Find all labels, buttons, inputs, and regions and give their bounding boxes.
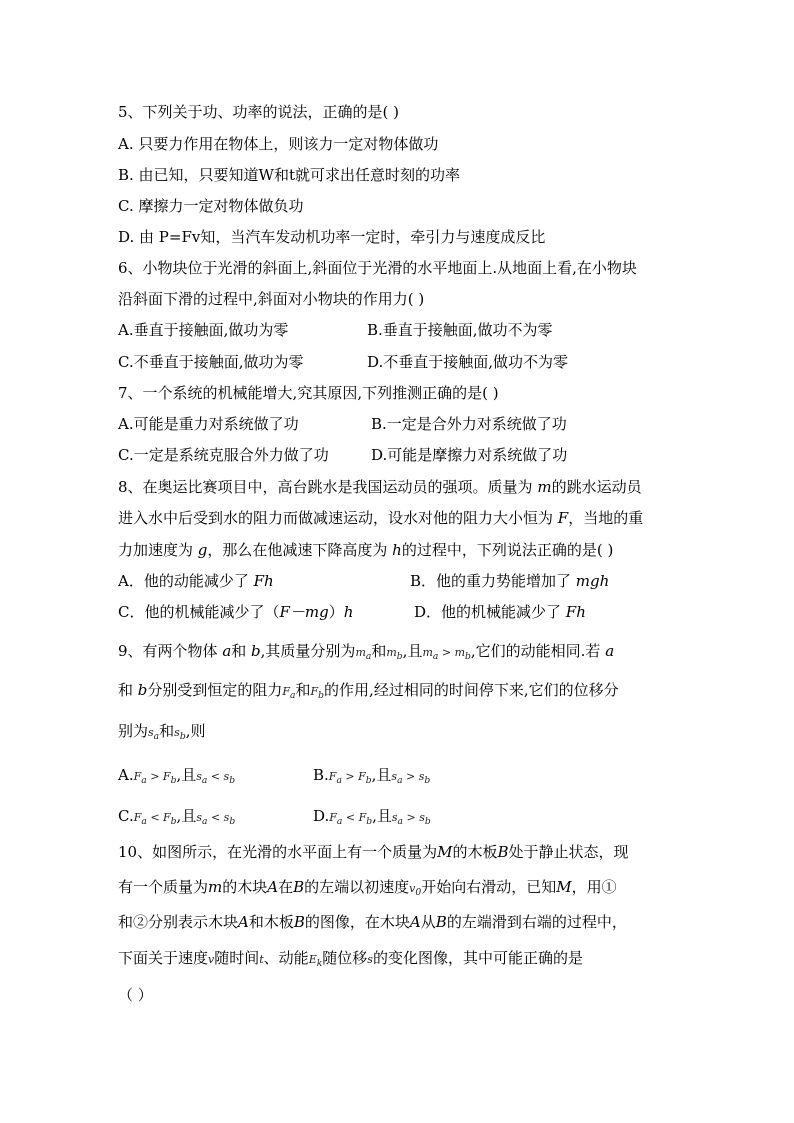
q9-optA5s: b	[229, 775, 236, 787]
q9-mb-base: m	[386, 646, 397, 659]
q10-var-B: B	[293, 913, 305, 931]
q9-sb-base: s	[174, 726, 180, 739]
q10-v0	[409, 882, 422, 899]
q9-optA2: > F	[146, 770, 171, 783]
q6-stem-line2: 沿斜面下滑的过程中,斜面对小物块的作用力( )	[118, 290, 425, 308]
q9-optB5: > s	[402, 770, 425, 783]
q10-text: 下面关于速度	[118, 949, 209, 967]
q8-text: 进入水中后受到水的阻力而做减速运动，设水对他的阻力大小恒为	[118, 509, 558, 527]
q10-var-B: B	[293, 878, 305, 896]
q10-text: 从	[420, 913, 436, 931]
q9-optB1s: a	[336, 775, 342, 787]
q7-option-a: A.可能是重力对系统做了功	[118, 415, 299, 433]
q9-option-a-label: A.	[118, 766, 134, 784]
q5-option-d: D. 由 P=Fv知，当汽车发动机功率一定时，牵引力与速度成反比	[118, 228, 546, 246]
q8-option-a	[118, 571, 274, 591]
q10-stem-line4	[118, 948, 583, 974]
q9-option-b	[313, 765, 430, 791]
q9-option-a-expr1	[133, 770, 177, 787]
q9-stem-line2	[118, 680, 619, 706]
q10-stem-line3	[118, 912, 627, 932]
q10-text: 10、如图所示，在光滑的水平面上有一个质量为	[118, 843, 438, 861]
q9-stem-line3	[118, 721, 205, 747]
q10-text: 有一个质量为	[118, 878, 209, 896]
q9-fb	[310, 685, 325, 702]
q8-option-b-label: B．他的重力势能增加了	[410, 572, 576, 590]
q10-var-M: M	[556, 878, 572, 896]
q9-ma-base: m	[355, 646, 366, 659]
q8-option-c-expr: F－mg	[279, 603, 329, 621]
q5-option-a: A. 只要力作用在物体上，则该力一定对物体做功	[118, 135, 439, 153]
q9-fa	[282, 685, 296, 702]
q9-ma-sub: a	[365, 651, 372, 663]
q9-optB4: s	[391, 770, 398, 783]
q9-mb-sub: b	[396, 651, 403, 663]
q9-optA4s: a	[201, 775, 208, 787]
q8-var-m: m	[537, 478, 552, 496]
q9-optA4: s	[196, 770, 202, 783]
q8-stem-line2	[118, 508, 643, 528]
q8-option-a-expr: Fh	[253, 572, 274, 590]
q8-option-c-label: C．他的机械能减少了（	[118, 603, 280, 621]
q9-ineq-sub1: a	[432, 651, 439, 663]
q9-option-b-expr2	[391, 770, 431, 787]
q9-optD5s: b	[424, 816, 431, 828]
q9-text: ,则	[185, 722, 206, 740]
q9-var-a: a	[605, 642, 615, 660]
q10-var-s: s	[367, 953, 373, 966]
q10-v0-sub: 0	[415, 887, 422, 899]
q5-option-b: B. 由已知，只要知道W和t就可求出任意时刻的功率	[118, 166, 461, 184]
q10-text: ，用①	[571, 878, 617, 896]
q10-var-A: A	[238, 913, 249, 931]
q9-ma	[355, 646, 372, 663]
q9-optC1: F	[133, 811, 142, 824]
q10-text: 和木板	[248, 913, 294, 931]
q10-var-v: v	[208, 953, 215, 966]
q9-optC5: < s	[207, 811, 230, 824]
q9-option-c-expr2	[196, 811, 236, 828]
q6-option-b: B.垂直于接触面,做功不为零	[367, 321, 553, 339]
q10-stem-line1	[118, 842, 629, 862]
q10-text: 和②分别表示木块	[118, 913, 239, 931]
q8-option-c	[118, 602, 353, 622]
q9-text: 和	[231, 642, 252, 660]
q8-stem-line1	[118, 477, 642, 497]
q7-option-c: C.一定是系统克服合外力做了功	[118, 446, 329, 464]
q7-option-d: D.可能是摩擦力对系统做了功	[371, 446, 568, 464]
q9-text: ,其质量分别为	[260, 642, 356, 660]
q9-text: 和	[371, 642, 387, 660]
q9-sa	[148, 726, 160, 743]
q10-text: 的左端以初速度	[304, 878, 410, 896]
q9-optC4s: a	[201, 816, 208, 828]
q8-text: 8、在奥运比赛项目中，高台跳水是我国运动员的强项。质量为	[118, 478, 538, 496]
q8-text: ，当地的重	[568, 509, 644, 527]
q8-option-d-expr: Fh	[565, 603, 586, 621]
q10-text: 在	[278, 878, 294, 896]
q9-mb	[386, 646, 403, 663]
q9-optC2s: b	[170, 816, 177, 828]
q9-optD2s: b	[366, 816, 373, 828]
q9-optB2: > F	[341, 770, 366, 783]
q9-sb-sub: b	[179, 731, 186, 743]
q9-fa-base: F	[282, 685, 291, 698]
q10-answer-bracket: （ ）	[118, 986, 153, 1004]
q8-stem-line3	[118, 540, 613, 560]
q10-var-A: A	[409, 913, 421, 931]
q8-option-a-label: A．他的动能减少了	[118, 572, 254, 590]
q10-text: 的左端滑到右端的过程中，	[446, 913, 627, 931]
q9-option-a-expr2	[196, 770, 236, 787]
q10-var-B: B	[497, 843, 509, 861]
q9-text: 和	[295, 681, 311, 699]
q9-text: 和	[118, 681, 138, 699]
q9-text: 的作用,经过相同的时间停下来,它们的位移分	[324, 681, 619, 699]
q9-optB4s: a	[397, 775, 403, 787]
q10-text: 的木板	[452, 843, 498, 861]
q9-text: ,且	[176, 807, 197, 825]
q9-optB5s: b	[424, 775, 431, 787]
q9-text: 别为	[118, 722, 149, 740]
q9-text: 9、有两个物体	[118, 642, 223, 660]
q8-option-d	[414, 602, 586, 622]
q10-text: 处于静止状态，现	[508, 843, 629, 861]
q9-text: 分别受到恒定的阻力	[147, 681, 283, 699]
q10-ek-base: E	[308, 953, 317, 966]
q9-text: 和	[159, 722, 175, 740]
q9-sa-sub: a	[153, 731, 160, 743]
q9-option-c-label: C.	[118, 807, 134, 825]
q9-optD4s: a	[397, 816, 403, 828]
q9-optD5: > s	[403, 811, 425, 824]
q9-gt: >	[438, 646, 455, 659]
q9-sa-base: s	[148, 726, 154, 739]
q9-text: ,且	[372, 807, 392, 825]
q10-ek	[308, 953, 323, 970]
q9-option-b-expr1	[328, 770, 372, 787]
q9-optD4: s	[391, 811, 398, 824]
q10-var-t: t	[259, 953, 264, 966]
q8-text: ）	[328, 603, 344, 621]
q9-optC5s: b	[229, 816, 236, 828]
q10-text: 的木块	[222, 878, 268, 896]
q9-stem-line1	[118, 641, 614, 667]
q9-fb-base: F	[310, 685, 319, 698]
q9-optB2s: b	[365, 775, 372, 787]
q8-text: 力加速度为	[118, 541, 198, 559]
q9-ineq-sub2: b	[465, 651, 471, 663]
q9-optC2: < F	[146, 811, 171, 824]
q10-var-B: B	[435, 913, 447, 931]
q9-optC4: s	[196, 811, 202, 824]
q9-option-d-label: D.	[313, 807, 330, 825]
q6-option-a: A.垂直于接触面,做功为零	[118, 321, 289, 339]
q8-option-d-label: D．他的机械能减少了	[414, 603, 566, 621]
q8-option-b	[410, 571, 609, 591]
q9-sb	[174, 726, 186, 743]
q10-text: 的图像，在木块	[304, 913, 410, 931]
q8-var-g: g	[197, 541, 208, 559]
q10-text: 的变化图像，其中可能正确的是	[372, 949, 583, 967]
q6-stem-line1: 6、小物块位于光滑的斜面上,斜面位于光滑的水平地面上.从地面上看,在小物块	[118, 259, 637, 277]
q9-optC1s: a	[141, 816, 147, 828]
q9-optD1s: a	[336, 816, 343, 828]
q9-text: ,且	[176, 766, 197, 784]
q7-stem: 7、一个系统的机械能增大,究其原因,下列推测正确的是( )	[118, 384, 499, 402]
q10-text: 开始向右滑动，已知	[421, 878, 557, 896]
q8-var-h: h	[392, 541, 402, 559]
q9-option-d-expr1	[329, 811, 373, 828]
q10-text: 随时间	[214, 949, 260, 967]
q10-ek-sub: k	[316, 958, 323, 970]
q10-text: 随位移	[322, 949, 368, 967]
q10-text: 、动能	[263, 949, 309, 967]
q8-var-f: F	[557, 509, 569, 527]
q9-option-a	[118, 765, 235, 791]
q9-optA1: F	[133, 770, 142, 783]
q9-optD1: F	[329, 811, 337, 824]
q9-var-a: a	[222, 642, 232, 660]
q9-text: ,它们的动能相同.若	[470, 642, 606, 660]
q10-v0-base: v	[409, 882, 416, 895]
q9-option-c-expr1	[133, 811, 177, 828]
q9-option-b-label: B.	[313, 766, 329, 784]
q9-optA1s: a	[141, 775, 147, 787]
q5-stem: 5、下列关于功、功率的说法，正确的是( )	[118, 103, 400, 121]
q10-stem-line2	[118, 877, 617, 903]
q8-text: 的跳水运动员	[551, 478, 642, 496]
q9-optA2s: b	[170, 775, 177, 787]
q9-option-d	[313, 806, 431, 832]
q6-option-d: D.不垂直于接触面,做功不为零	[367, 353, 569, 371]
q8-text: 的过程中，下列说法正确的是( )	[401, 541, 614, 559]
q5-option-c: C. 摩擦力一定对物体做负功	[118, 197, 304, 215]
q8-option-c-h: h	[343, 603, 354, 621]
q8-text: ，那么在他减速下降高度为	[207, 541, 393, 559]
q9-optA5: < s	[207, 770, 230, 783]
q10-var-M: M	[437, 843, 453, 861]
q9-text: ,且	[371, 766, 392, 784]
q7-option-b: B.一定是合外力对系统做了功	[371, 415, 567, 433]
q9-inequality	[422, 646, 471, 663]
q10-var-A: A	[267, 878, 279, 896]
q9-var-b: b	[137, 681, 148, 699]
q6-option-c: C.不垂直于接触面,做功为零	[118, 353, 304, 371]
q9-optD2: < F	[342, 811, 367, 824]
q10-var-m: m	[208, 878, 223, 896]
q9-var-b: b	[251, 642, 261, 660]
q9-text: ,且	[402, 642, 423, 660]
q9-ineq-ma: m	[422, 646, 433, 659]
q9-optB1: F	[328, 770, 337, 783]
q9-option-c	[118, 806, 235, 832]
q9-fb-sub: b	[318, 690, 325, 702]
q9-ineq-mb: m	[454, 646, 466, 659]
q9-option-d-expr2	[391, 811, 431, 828]
q8-option-b-expr: mgh	[575, 572, 610, 590]
q9-fa-sub: a	[290, 690, 296, 702]
